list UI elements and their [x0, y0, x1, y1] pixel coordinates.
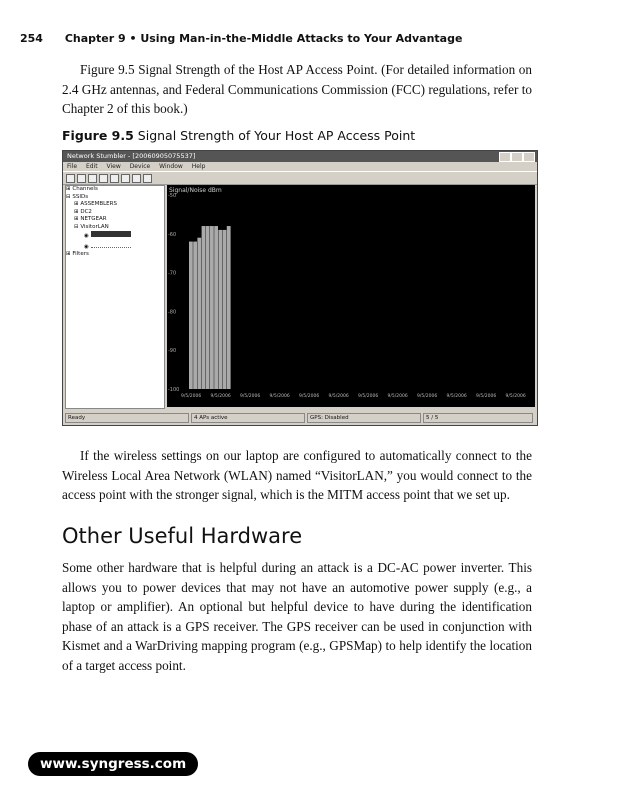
- signal-bar: [227, 226, 231, 389]
- tree-item-ssids[interactable]: ⊟ SSIDs: [66, 193, 89, 200]
- status-ready: Ready: [65, 413, 189, 423]
- intro-paragraph: Figure 9.5 Signal Strength of the Host AP Access Point. (For detailed information on 2.4 GHz antennas, and Federal Communications Commission (FCC) regulations, refer to Chapter 2 of this book.): [62, 62, 532, 116]
- open-icon[interactable]: [77, 174, 86, 183]
- y-tick-label: -70: [168, 270, 177, 277]
- menu-device[interactable]: Device: [129, 163, 151, 170]
- signal-bar: [214, 226, 218, 389]
- signal-bar: [193, 242, 197, 389]
- x-tick-label: 9/5/2006: [446, 394, 467, 399]
- signal-bar: [223, 230, 227, 389]
- footer-url: www.syngress.com: [28, 752, 198, 776]
- tree-item-assemblers[interactable]: ⊞ ASSEMBLERS: [74, 201, 117, 207]
- maximize-button[interactable]: [511, 152, 523, 162]
- close-button[interactable]: [523, 152, 535, 162]
- y-tick-label: -60: [168, 231, 177, 238]
- running-header: [20, 32, 462, 45]
- figure-label: Figure 9.5: [62, 128, 134, 143]
- section-title: Other Useful Hardware: [62, 524, 303, 548]
- signal-bar: [210, 226, 214, 389]
- menu-window[interactable]: Window: [159, 163, 183, 170]
- figure-caption: [62, 128, 415, 143]
- x-tick-label: 9/5/2006: [328, 394, 349, 399]
- status-aps: 4 APs active: [191, 413, 305, 423]
- tree-item-ap-selected[interactable]: ◉: [66, 231, 164, 241]
- refresh-icon[interactable]: [110, 174, 119, 183]
- signal-bar: [197, 238, 201, 389]
- signal-bar: [206, 226, 210, 389]
- signal-chart: [167, 185, 535, 407]
- page-number: 254: [20, 32, 43, 45]
- chart-title: Signal/Noise dBm: [169, 187, 222, 194]
- new-icon[interactable]: [66, 174, 75, 183]
- zoom-in-icon[interactable]: [121, 174, 130, 183]
- menu-bar: [63, 162, 537, 171]
- x-tick-label: 9/5/2006: [387, 394, 408, 399]
- minimize-button[interactable]: [499, 152, 511, 162]
- status-count: 5 / 5: [423, 413, 533, 423]
- signal-bar: [202, 226, 206, 389]
- tree-item-ap[interactable]: ◉: [66, 241, 164, 252]
- x-tick-label: 9/5/2006: [210, 394, 231, 399]
- y-tick-label: -50: [168, 193, 177, 199]
- window-titlebar: [63, 151, 537, 162]
- y-tick-label: -90: [168, 348, 177, 355]
- x-tick-label: 9/5/2006: [358, 394, 379, 399]
- tree-item-dc2[interactable]: ⊞ DC2: [74, 208, 92, 215]
- x-tick-label: 9/5/2006: [181, 394, 202, 399]
- menu-edit[interactable]: Edit: [85, 163, 98, 170]
- signal-bar: [189, 242, 193, 389]
- x-tick-label: 9/5/2006: [417, 394, 438, 399]
- wlan-paragraph: If the wireless settings on our laptop are configured to automatically connect to the Wireless Local Area Network (WLAN) named “VisitorLAN,” you would connect to the access point with the stronger signal, which is the MITM access point that we set up.: [62, 448, 532, 502]
- menu-help[interactable]: Help: [191, 163, 206, 170]
- y-tick-label: -100: [168, 387, 180, 393]
- menu-view[interactable]: View: [106, 163, 121, 170]
- tree-item-filters[interactable]: ⊞ Filters: [66, 251, 89, 257]
- save-icon[interactable]: [88, 174, 97, 183]
- x-tick-label: 9/5/2006: [299, 394, 320, 399]
- toolbar: [63, 171, 537, 185]
- netstumbler-window: [62, 150, 538, 426]
- menu-file[interactable]: File: [67, 163, 78, 170]
- x-tick-label: 9/5/2006: [505, 394, 526, 399]
- tree-item-visitorlan[interactable]: ⊟ VisitorLAN: [74, 223, 109, 230]
- x-tick-label: 9/5/2006: [269, 394, 290, 399]
- zoom-out-icon[interactable]: [132, 174, 141, 183]
- x-tick-label: 9/5/2006: [476, 394, 497, 399]
- window-title: Network Stumbler - [20060905075537]: [67, 152, 196, 160]
- figure-title: Signal Strength of Your Host AP Access Point: [137, 128, 416, 143]
- chapter-title: Chapter 9 • Using Man-in-the-Middle Attacks to Your Advantage: [64, 32, 463, 45]
- play-icon[interactable]: [99, 174, 108, 183]
- tree-item-channels[interactable]: ⊞ Channels: [66, 186, 98, 192]
- signal-bar: [218, 230, 222, 389]
- x-tick-label: 9/5/2006: [240, 394, 261, 399]
- tree-item-netgear[interactable]: ⊞ NETGEAR: [74, 216, 107, 222]
- status-gps: GPS: Disabled: [307, 413, 421, 423]
- status-bar: [65, 413, 535, 423]
- y-tick-label: -80: [168, 309, 177, 316]
- hardware-paragraph: Some other hardware that is helpful during an attack is a DC-AC power inverter. This allows you to power devices that may not have an automotive power supply (e.g., a laptop or amplifier). An optional but helpful device to have during the identification phase of an attack is a GPS receiver. The GPS receiver can be used in conjunction with Kismet and a WarDriving mapping program (e.g., GPSMap) to help identify the location of a target access point.: [62, 560, 532, 673]
- signal-graph: [167, 185, 535, 407]
- help-icon[interactable]: [143, 174, 152, 183]
- tree-view: [65, 185, 165, 409]
